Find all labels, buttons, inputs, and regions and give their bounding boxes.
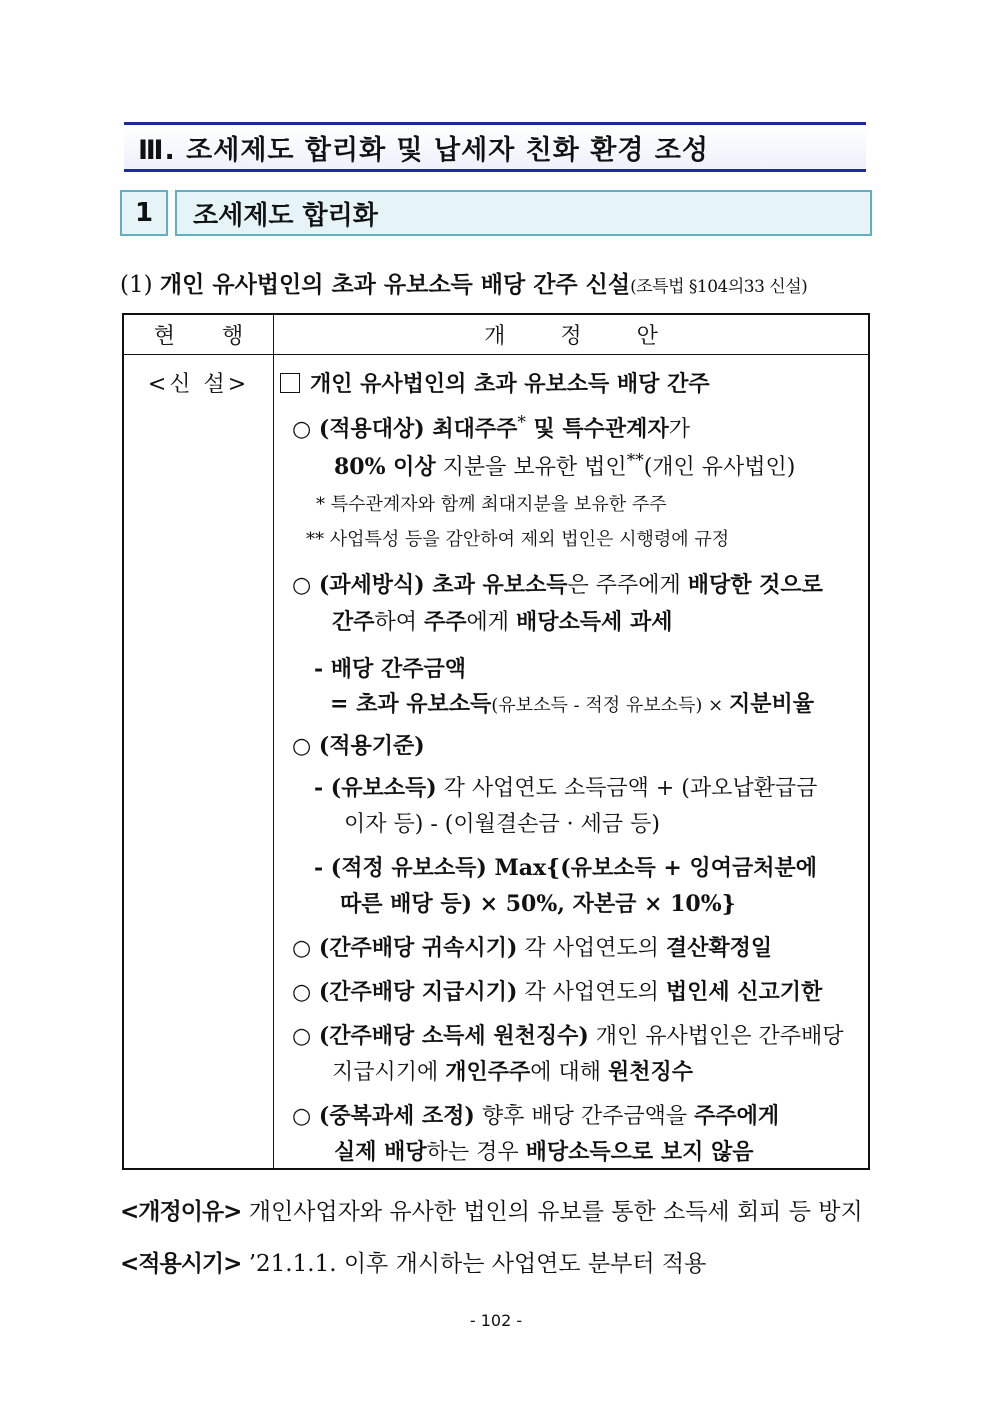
column-divider [273,315,274,1168]
header-current: 현 행 [153,324,264,349]
bullet-taxation-line2: 간주하여 주주에게 배당소득세 과세 [332,609,673,635]
proper-retained-line2: 따른 배당 등) × 50%, 자본금 × 10%} [340,891,736,917]
checkbox-icon [280,373,300,393]
item-reference: (조특법 §104의33 신설) [630,277,808,297]
note-1: * 특수관계자와 함께 최대지분을 보유한 주주 [316,494,667,515]
bullet-scope-line2: 80% 이상 지분을 보유한 법인**(개인 유사법인) [334,450,796,480]
page-number: - 102 - [469,1311,523,1330]
item-title: 개인 유사법인의 초과 유보소득 배당 간주 신설 [159,271,631,298]
section-number: 1 [120,190,168,236]
note-2: ** 사업특성 등을 감안하여 제외 법인은 시행령에 규정 [306,529,730,550]
deemed-amount-formula: = 초과 유보소득(유보소득 - 적정 유보소득) × 지분비율 [330,691,814,717]
bullet-taxation-line1: ○ (과세방식) 초과 유보소득은 주주에게 배당한 것으로 [292,572,823,598]
proper-retained-line1: - (적정 유보소득) Max{(유보소득 + 잉여금처분에 [314,855,817,881]
effective-text: ’21.1.1. 이후 개시하는 사업연도 분부터 적용 [241,1251,707,1277]
proposal-title-text: 개인 유사법인의 초과 유보소득 배당 간주 [310,371,710,397]
reason-text: 개인사업자와 유사한 법인의 유보를 통한 소득세 회피 등 방지 [241,1199,863,1225]
header-revised: 개 정 안 [484,324,682,349]
retained-income-line1: - (유보소득) 각 사업연도 소득금액 + (과오납환급금 [314,775,818,801]
deemed-amount-label: - 배당 간주금액 [314,656,466,682]
effective-line [120,1245,706,1278]
proposal-title [280,367,710,398]
chapter-title: Ⅲ. 조세제도 합리화 및 납세자 친화 환경 조성 [124,122,866,172]
bullet-double-tax-line1: ○ (중복과세 조정) 향후 배당 간주금액을 주주에게 [292,1103,780,1129]
reason-line [120,1193,863,1226]
bullet-criteria: ○ (적용기준) [292,733,425,759]
comparison-table [122,313,870,1170]
retained-income-line2: 이자 등) - (이월결손금 · 세금 등) [344,812,660,837]
header-divider [124,354,868,355]
bullet-attribution-time: ○ (간주배당 귀속시기) 각 사업연도의 결산확정일 [292,935,773,961]
bullet-withholding-line2: 지급시기에 개인주주에 대해 원천징수 [332,1059,694,1085]
section-title: 조세제도 합리화 [175,190,872,236]
bullet-payment-time: ○ (간주배당 지급시기) 각 사업연도의 법인세 신고기한 [292,979,823,1005]
current-cell-text: <신 설> [147,372,250,397]
effective-label: <적용시기> [120,1251,242,1277]
bullet-double-tax-line2: 실제 배당하는 경우 배당소득으로 보지 않음 [334,1139,754,1165]
reason-label: <개정이유> [120,1199,242,1225]
item-number: (1) [120,272,153,298]
bullet-withholding-line1: ○ (간주배당 소득세 원천징수) 개인 유사법인은 간주배당 [292,1023,844,1049]
item-heading [120,266,880,299]
bullet-scope-line1: ○ (적용대상) 최대주주* 및 특수관계자가 [292,412,690,442]
